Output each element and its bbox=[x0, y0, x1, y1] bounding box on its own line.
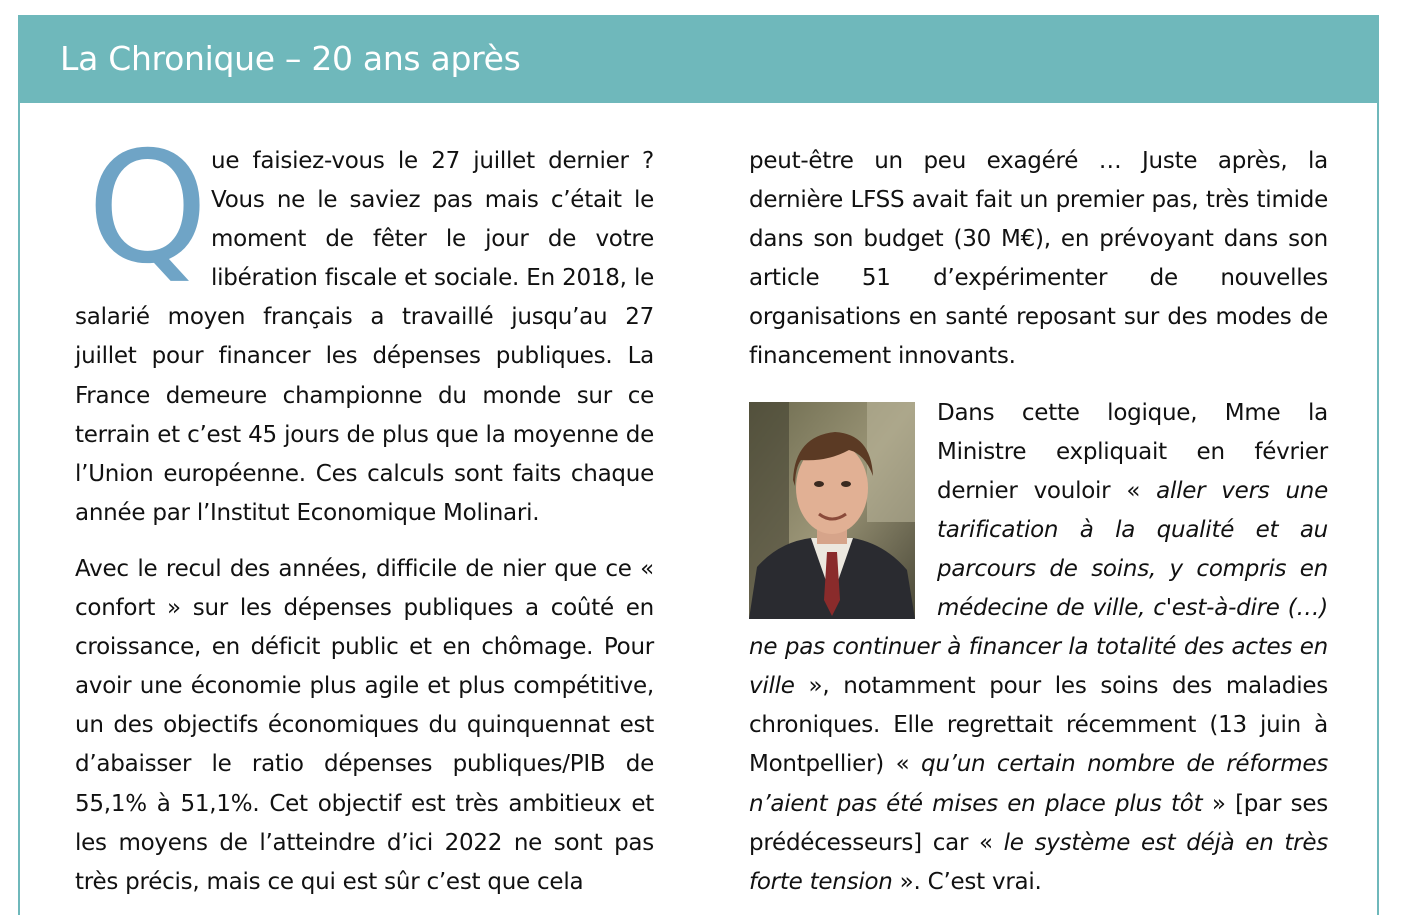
paragraph-second: Avec le recul des années, difficile de nier que ce « confort » sur les dépenses publiques a coûté en croissance, en déficit public et en chômage. Pour avoir une économie plus agile et plus compétitive, un des objectifs économiques du quinquennat est d’abaisser le ratio dépenses publiques/PIB de 55,1% à 51,1%. Cet objectif est très ambitieux et les moyens de l’atteindre d’ici 2022 ne sont pas très précis, mais ce qui est sûr c’est que cela bbox=[75, 555, 654, 895]
paragraph-minister bbox=[749, 394, 1328, 902]
header-band bbox=[18, 15, 1379, 103]
author-portrait bbox=[749, 402, 915, 619]
paragraph-intro bbox=[75, 119, 654, 533]
paragraph-continuation: peut-être un peu exagéré … Juste après, la dernière LFSS avait fait un premier pas, très timide dans son budget (30 M€), en prévoyant dans son article 51 d’expérimenter de nouvelles organisations en santé reposant sur des modes de financement innovants. bbox=[749, 148, 1328, 370]
minister-text-4: ». C’est vrai. bbox=[892, 868, 1042, 895]
right-column bbox=[749, 142, 1328, 902]
paragraph-intro-text: ue faisiez-vous le 27 juillet dernier ? Vous ne le saviez pas mais c’était le moment de fêter le jour de votre libération fiscale et sociale. En 2018, le salarié moyen français a travaillé jusqu’au 27 juillet pour financer les dépenses publiques. La France demeure championne du monde sur ce terrain et c’est 45 jours de plus que la moyenne de l’Union européenne. Ces calculs sont faits chaque année par l’Institut Economique Molinari. bbox=[75, 148, 654, 526]
minister-text-1: Dans cette logique, Mme la Ministre expliquait en février dernier vouloir « bbox=[937, 399, 1328, 504]
minister-quote-2: qu’un certain nombre de réformes n’aient pas été mises en place plus tôt bbox=[749, 751, 1328, 817]
page-title: La Chronique – 20 ans après bbox=[60, 39, 521, 78]
minister-text-3: » [par ses prédécesseurs] car « bbox=[749, 790, 1329, 856]
minister-quote-1: aller vers une tarification à la qualité et au parcours de soins, y compris en médecine de ville, c'est-à-dire (…) ne pas continuer à financer la totalité des actes en ville bbox=[749, 477, 1329, 700]
left-column bbox=[75, 119, 654, 902]
drop-cap: Q bbox=[87, 119, 208, 298]
minister-text-2: », notamment pour les soins des maladies chroniques. Elle regrettait récemment (13 juin à Montpellier) « bbox=[749, 673, 1328, 778]
minister-quote-3: le système est déjà en très forte tension bbox=[749, 829, 1328, 895]
